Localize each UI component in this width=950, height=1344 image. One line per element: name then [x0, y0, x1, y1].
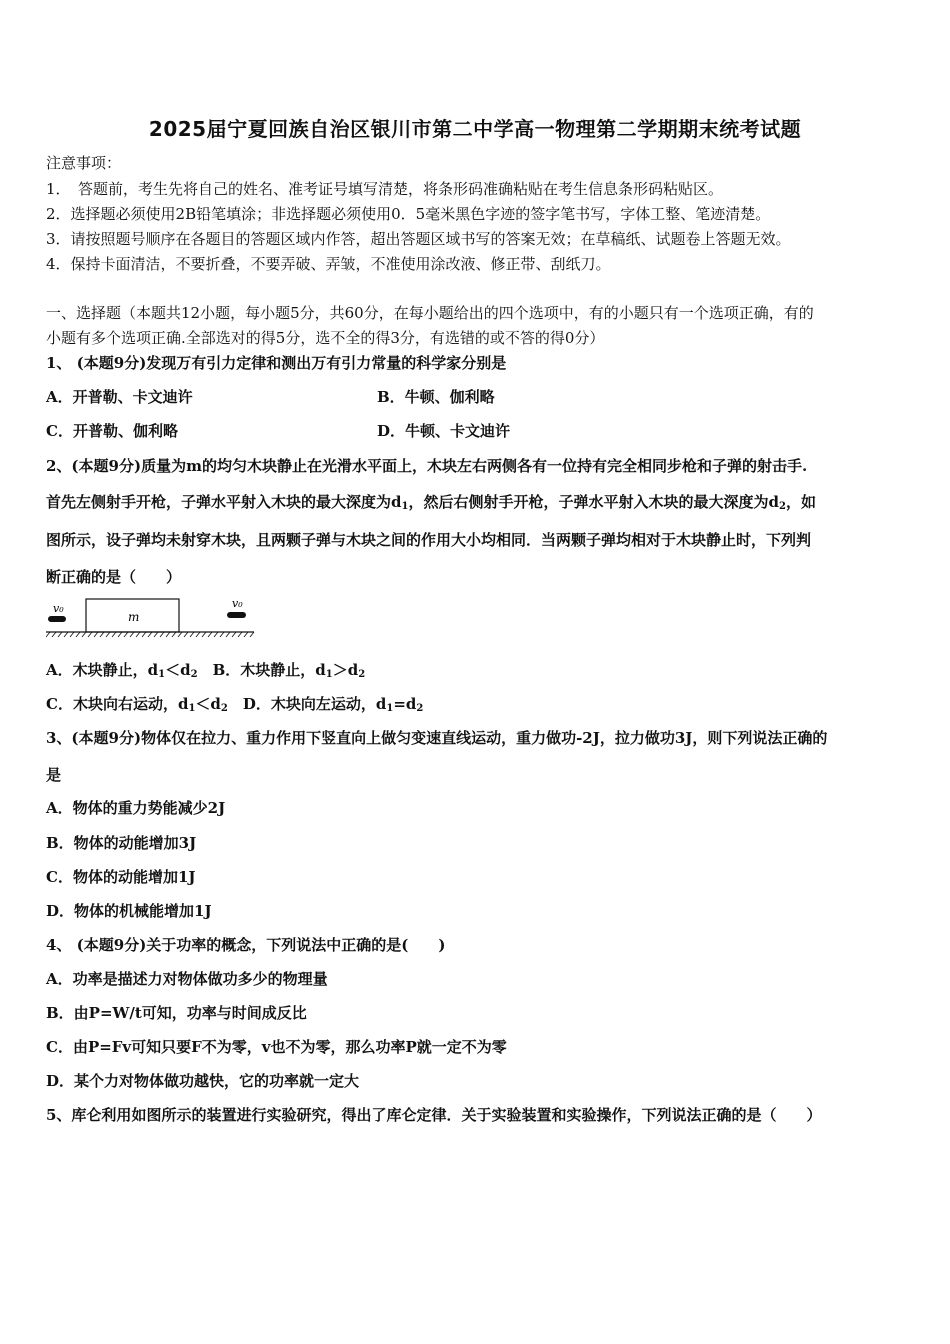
question-1-option-c: C．开普勒、伽利略	[46, 422, 178, 440]
notice-item-2: 2．选择题必须使用2B铅笔填涂；非选择题必须使用0．5毫米黑色字迹的签字笔书写，字体工整、笔迹清楚。	[46, 205, 771, 223]
block-mass-label: m	[128, 610, 140, 624]
question-3-line-1: 3、(本题9分)物体仅在拉力、重力作用下竖直向上做匀变速直线运动，重力做功-2J，拉力做功3J，则下列说法正确的	[46, 729, 828, 747]
question-3-line-2: 是	[46, 766, 62, 784]
section-intro-line-2: 小题有多个选项正确.全部选对的得5分，选不全的得3分，有选错的或不答的得0分）	[46, 329, 605, 347]
question-3-option-b: B．物体的动能增加3J	[46, 834, 197, 852]
question-4-option-a: A．功率是描述力对物体做功多少的物理量	[46, 970, 328, 988]
question-1-option-d: D．牛顿、卡文迪许	[377, 422, 511, 440]
question-2-line-2: 首先左侧射手开枪，子弹水平射入木块的最大深度为$d_1$，然后右侧射手开枪，子弹水平射入木块的最大深度为$d_2$，如	[46, 493, 816, 512]
bullet-block-figure	[46, 596, 256, 640]
right-velocity-label: v₀	[232, 597, 243, 610]
question-4-option-c: C．由P=Fv可知只要F不为零，v也不为零，那么功率P就一定不为零	[46, 1038, 507, 1056]
left-bullet	[48, 616, 66, 622]
notice-item-4: 4．保持卡面清洁，不要折叠，不要弄破、弄皱，不准使用涂改液、修正带、刮纸刀。	[46, 255, 611, 273]
question-2-line-1: 2、(本题9分)质量为m的均匀木块静止在光滑水平面上，木块左右两侧各有一位持有完全相同步枪和子弹的射击手.	[46, 457, 808, 475]
left-velocity-label: v₀	[53, 602, 64, 615]
question-4-option-b: B．由P=W/t可知，功率与时间成反比	[46, 1004, 307, 1022]
question-1-stem: 1、 (本题9分)发现万有引力定律和测出万有引力常量的科学家分别是	[46, 354, 507, 372]
question-3-option-a: A．物体的重力势能减少2J	[46, 799, 226, 817]
question-2-line-3: 图所示，设子弹均未射穿木块，且两颗子弹与木块之间的作用大小均相同．当两颗子弹均相对于木块静止时，下列判	[46, 531, 812, 549]
notice-item-1: 1． 答题前，考生先将自己的姓名、准考证号填写清楚，将条形码准确粘贴在考生信息条形码粘贴区。	[46, 180, 724, 198]
section-intro-line-1: 一、选择题（本题共12小题，每小题5分，共60分，在每小题给出的四个选项中，有的小题只有一个选项正确，有的	[46, 304, 814, 322]
question-3-option-d: D．物体的机械能增加1J	[46, 902, 212, 920]
question-2-options-cd: C．木块向右运动，$d_1<d_2$ D．木块向左运动，$d_1=d_2$	[46, 695, 424, 714]
right-bullet	[227, 612, 246, 618]
question-2-options-ab: A．木块静止，$d_1<d_2$ B．木块静止，$d_1>d_2$	[46, 661, 366, 680]
question-2-line-4: 断正确的是（ ）	[46, 568, 182, 586]
question-3-option-c: C．物体的动能增加1J	[46, 868, 196, 886]
question-4-stem: 4、 (本题9分)关于功率的概念，下列说法中正确的是( )	[46, 936, 446, 954]
page-title: 2025届宁夏回族自治区银川市第二中学高一物理第二学期期末统考试题	[148, 117, 802, 141]
question-5-stem: 5、库仑利用如图所示的装置进行实验研究，得出了库仑定律．关于实验装置和实验操作，下列说法正确的是（ ）	[46, 1106, 822, 1124]
question-1-option-b: B．牛顿、伽利略	[377, 388, 495, 406]
notice-heading: 注意事项：	[46, 154, 122, 172]
question-1-option-a: A．开普勒、卡文迪许	[46, 388, 193, 406]
ground-hatching	[46, 632, 254, 637]
question-4-option-d: D．某个力对物体做功越快，它的功率就一定大	[46, 1072, 360, 1090]
notice-item-3: 3．请按照题号顺序在各题目的答题区域内作答，超出答题区域书写的答案无效；在草稿纸、试题卷上答题无效。	[46, 230, 791, 248]
